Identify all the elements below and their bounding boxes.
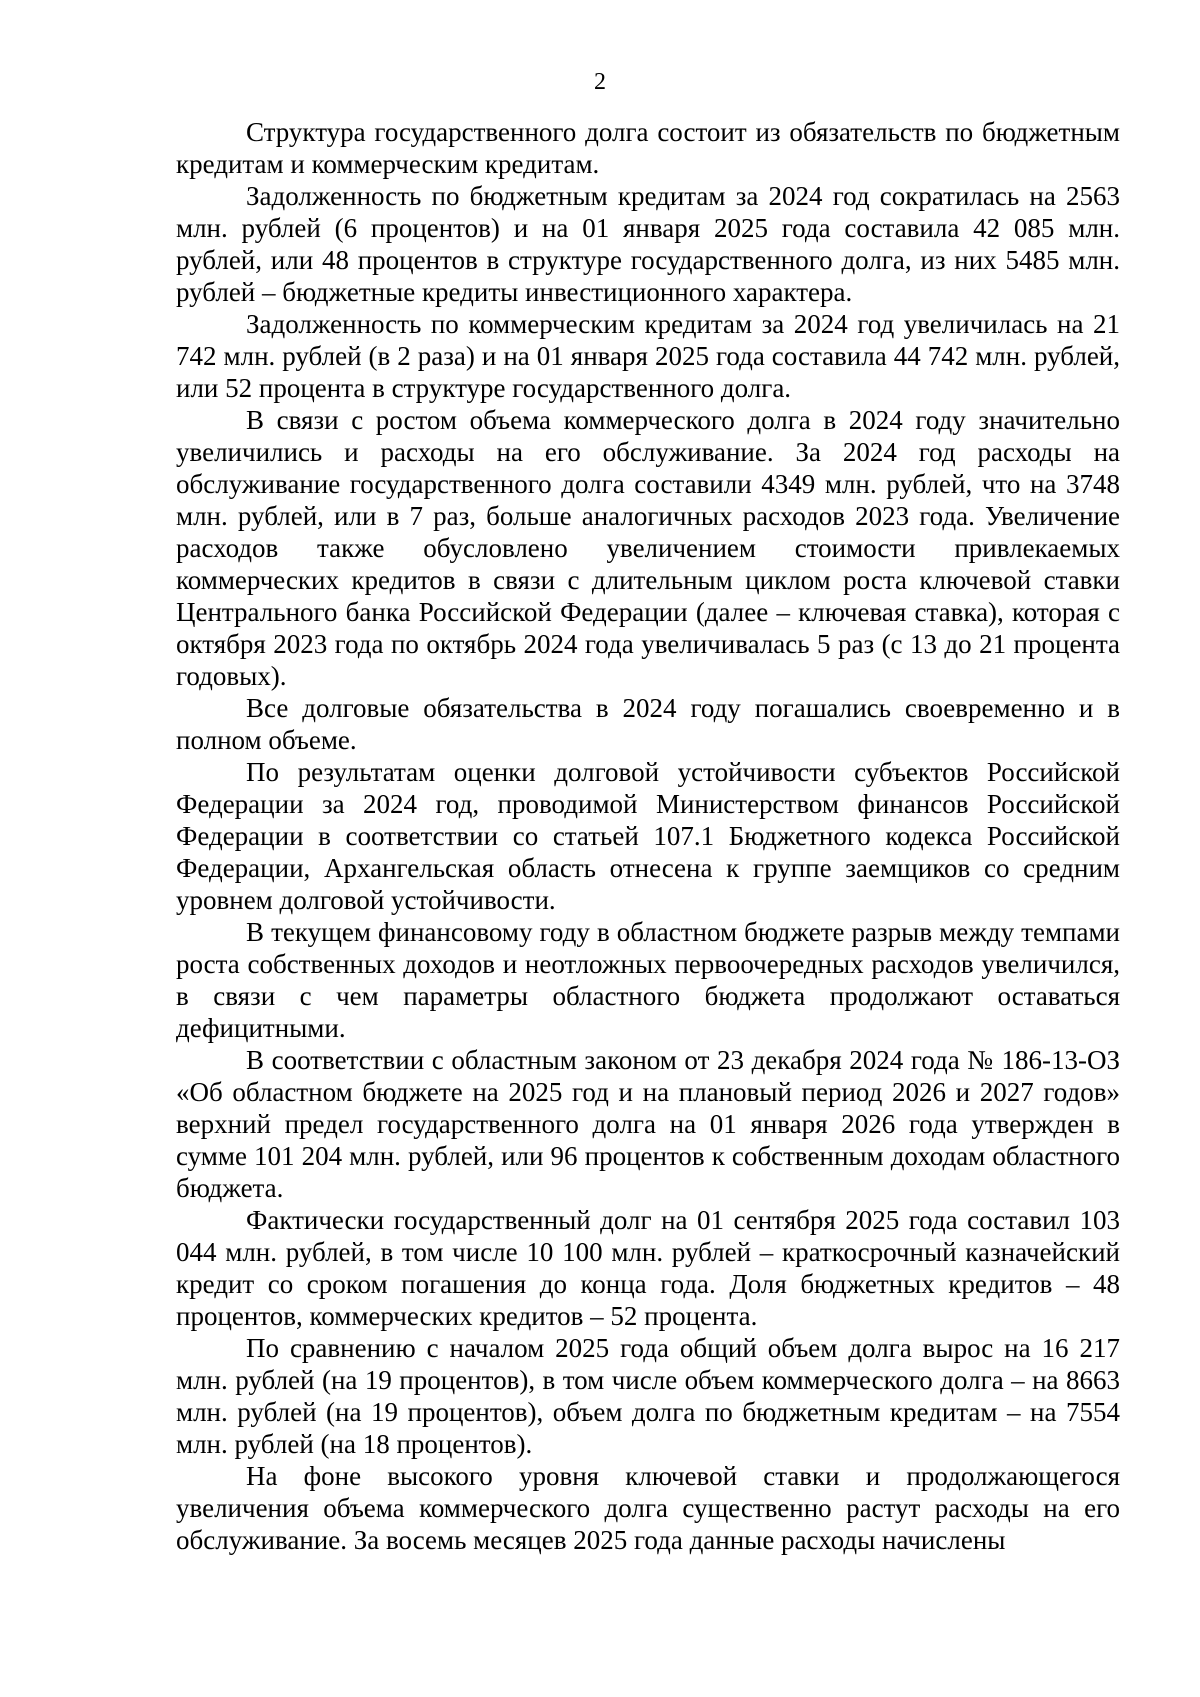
paragraph-actual-debt: Фактически государственный долг на 01 сентября 2025 года составил 103 044 млн. рублей, в том числе 10 100 млн. рублей – краткосрочный казначейский кредит со сроком погашения до конца года. Доля бюджетных кредитов – 48 процентов, коммерческих кредитов – 52 процента. bbox=[176, 1205, 1120, 1331]
document-body bbox=[176, 116, 1120, 1556]
paragraph-debt-sustainability: По результатам оценки долговой устойчивости субъектов Российской Федерации за 2024 год, проводимой Министерством финансов Российской Федерации в соответствии со статьей 107.1 Бюджетного кодекса Российской Федерации, Архангельская область отнесена к группе заемщиков со средним уровнем долговой устойчивости. bbox=[176, 757, 1120, 915]
paragraph-debt-growth: По сравнению с началом 2025 года общий объем долга вырос на 16 217 млн. рублей (на 19 процентов), в том числе объем коммерческого долга – на 8663 млн. рублей (на 19 процентов), объем долга по бюджетным кредитам – на 7554 млн. рублей (на 18 процентов). bbox=[176, 1333, 1120, 1459]
paragraph-debt-service-costs: В связи с ростом объема коммерческого долга в 2024 году значительно увеличились и расходы на его обслуживание. За 2024 год расходы на обслуживание государственного долга составили 4349 млн. рублей, что на 3748 млн. рублей, или в 7 раз, больше аналогичных расходов 2023 года. Увеличение расходов также обусловлено увеличением стоимости привлекаемых коммерческих кредитов в связи с длительным циклом роста ключевой ставки Центрального банка Российской Федерации (далее – ключевая ставка), которая с октября 2023 года по октябрь 2024 года увеличивалась 5 раз (с 13 до 21 процента годовых). bbox=[176, 405, 1120, 691]
paragraph-debt-limit: В соответствии с областным законом от 23 декабря 2024 года № 186-13-ОЗ «Об областном бюджете на 2025 год и на плановый период 2026 и 2027 годов» верхний предел государственного долга на 01 января 2026 года утвержден в сумме 101 204 млн. рублей, или 96 процентов к собственным доходам областного бюджета. bbox=[176, 1045, 1120, 1203]
paragraph-debt-structure: Структура государственного долга состоит из обязательств по бюджетным кредитам и коммерческим кредитам. bbox=[176, 117, 1120, 179]
page-number: 2 bbox=[594, 69, 606, 95]
paragraph-commercial-credits: Задолженность по коммерческим кредитам за 2024 год увеличилась на 21 742 млн. рублей (в 2 раза) и на 01 января 2025 года составила 44 742 млн. рублей, или 52 процента в структуре государственного долга. bbox=[176, 309, 1120, 403]
paragraph-rising-service-costs: На фоне высокого уровня ключевой ставки и продолжающегося увеличения объема коммерческого долга существенно растут расходы на его обслуживание. За восемь месяцев 2025 года данные расходы начислены bbox=[176, 1461, 1120, 1555]
paragraph-budget-credits: Задолженность по бюджетным кредитам за 2024 год сократилась на 2563 млн. рублей (6 процентов) и на 01 января 2025 года составила 42 085 млн. рублей, или 48 процентов в структуре государственного долга, из них 5485 млн. рублей – бюджетные кредиты инвестиционного характера. bbox=[176, 181, 1120, 307]
paragraph-obligations-repaid: Все долговые обязательства в 2024 году погашались своевременно и в полном объеме. bbox=[176, 693, 1120, 755]
paragraph-budget-deficit: В текущем финансовому году в областном бюджете разрыв между темпами роста собственных доходов и неотложных первоочередных расходов увеличился, в связи с чем параметры областного бюджета продолжают оставаться дефицитными. bbox=[176, 917, 1120, 1043]
